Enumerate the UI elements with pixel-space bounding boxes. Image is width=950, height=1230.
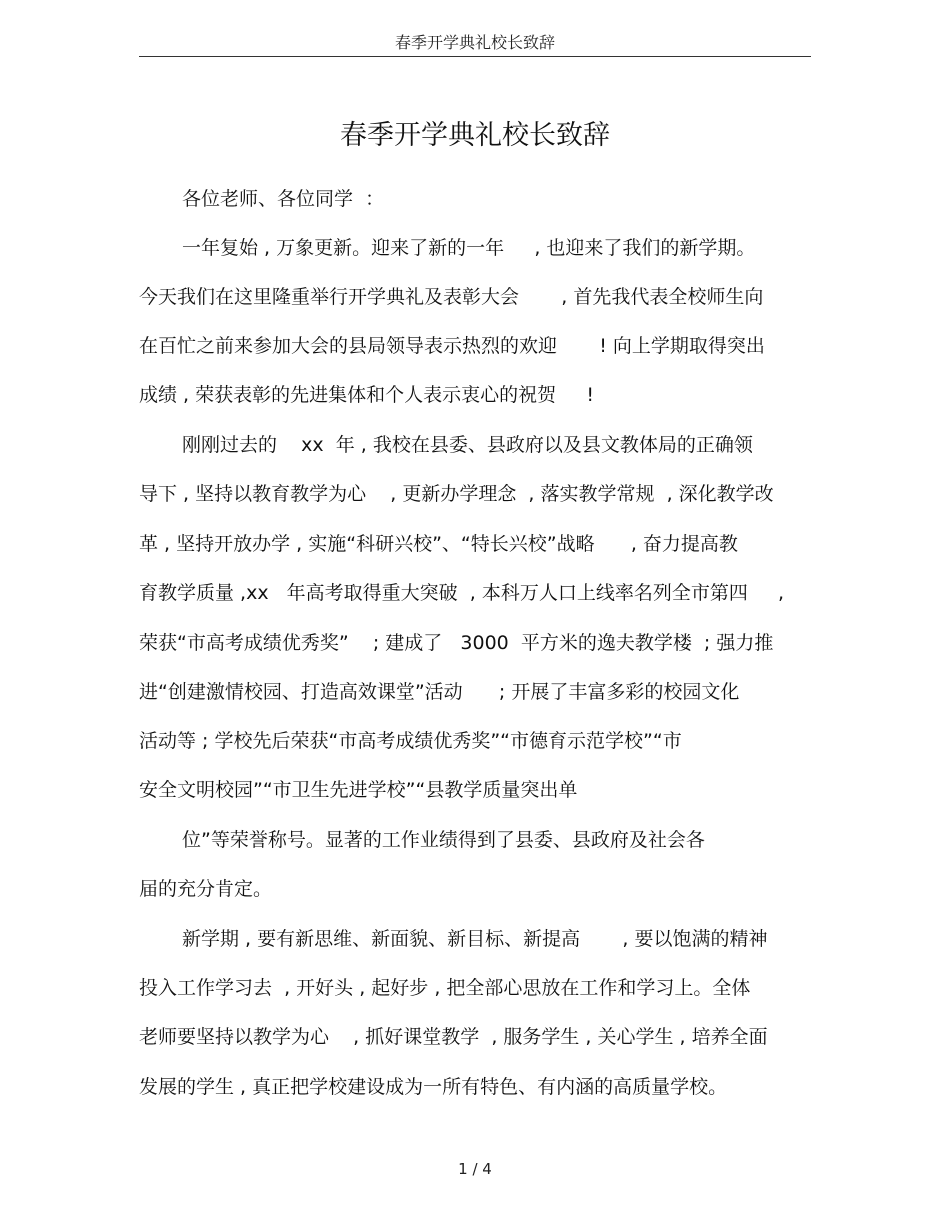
text-line: 今天我们在这里隆重举行开学典礼及表彰大会 , 首先我代表全校师生向 — [139, 286, 764, 308]
text-line: 导下 , 坚持以教育教学为心 , 更新办学理念 , 落实教学常规 , 深化教学改 — [139, 483, 774, 505]
text-line: 投入工作学习去 , 开好头 , 起好步 , 把全部心思放在工作和学习上。全体 — [139, 977, 751, 999]
text-line: 革 , 坚持开放办学 , 实施“科研兴校”、“特长兴校”战略 , 奋力提高教 — [139, 533, 738, 555]
text-line: 刚刚过去的 xx 年 , 我校在县委、县政府以及县文教体局的正确领 — [182, 434, 753, 456]
text-line: 育教学质量 ,xx 年高考取得重大突破 , 本科万人口上线率名列全市第四 , — [139, 582, 785, 604]
document-title: 春季开学典礼校长致辞 — [340, 120, 610, 151]
text-line: 新学期 , 要有新思维、新面貌、新目标、新提高 , 要以饱满的精神 — [182, 928, 768, 950]
text-line: 活动等 ; 学校先后荣获“市高考成绩优秀奖”“市德育示范学校”“市 — [139, 730, 682, 752]
page-number: 1 / 4 — [458, 1160, 492, 1178]
header-rule — [139, 56, 811, 57]
text-line: 在百忙之前来参加大会的县局领导表示热烈的欢迎 ! 向上学期取得突出 — [139, 335, 765, 357]
text-line: 一年复始 , 万象更新。迎来了新的一年 , 也迎来了我们的新学期。 — [182, 237, 756, 259]
text-line: 老师要坚持以教学为心 , 抓好课堂教学 , 服务学生 , 关心学生 , 培养全面 — [139, 1026, 768, 1048]
text-line: 荣获“市高考成绩优秀奖” ; 建成了 3000 平方米的逸夫教学楼 ; 强力推 — [139, 632, 774, 654]
text-line: 进“创建激情校园、打造高效课堂”活动 ; 开展了丰富多彩的校园文化 — [139, 681, 740, 703]
text-line: 位”等荣誉称号。显著的工作业绩得到了县委、县政府及社会各 — [182, 829, 705, 851]
text-line: 成绩 , 荣获表彰的先进集体和个人表示衷心的祝贺 ! — [139, 384, 594, 406]
text-line: 届的充分肯定。 — [139, 878, 273, 900]
text-line: 安全文明校园”“市卫生先进学校”“县教学质量突出单 — [139, 779, 578, 801]
text-line: 发展的学生 , 真正把学校建设成为一所有特色、有内涵的高质量学校。 — [139, 1076, 728, 1098]
running-header: 春季开学典礼校长致辞 — [394, 33, 555, 52]
text-line: 各位老师、各位同学 ： — [182, 188, 385, 210]
